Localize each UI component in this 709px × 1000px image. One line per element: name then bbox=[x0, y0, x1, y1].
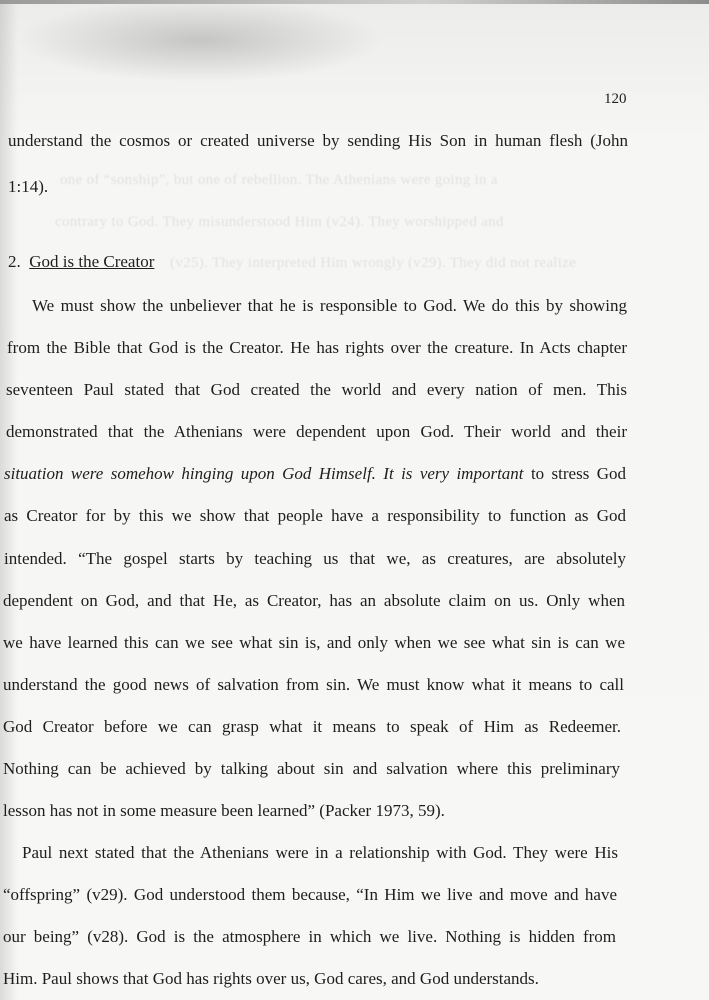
page-top-edge bbox=[0, 0, 709, 4]
bleed-through-line-1: one of “sonship”, but one of rebellion. The Athenians were going in a bbox=[60, 172, 498, 188]
text-line-4: from the Bible that God is the Creator. He has rights over the creature. In Acts chapter bbox=[7, 338, 627, 357]
text-line-2: 1:14). bbox=[8, 177, 49, 196]
section-number: 2. bbox=[8, 252, 21, 271]
text-line-17: “offspring” (v29). God understood them because, “In Him we live and move and have bbox=[3, 885, 617, 904]
text-line-5: seventeen Paul stated that God created the world and every nation of men. This bbox=[6, 380, 627, 399]
text-line-12: understand the good news of salvation from sin. We must know what it means to call bbox=[3, 675, 624, 694]
text-line-9: intended. “The gospel starts by teaching us that we, as creatures, are absolutely bbox=[4, 549, 626, 568]
text-line-19: Him. Paul shows that God has rights over us, God cares, and God understands. bbox=[3, 969, 539, 988]
section-heading bbox=[8, 252, 154, 272]
text-line-7 bbox=[4, 464, 626, 484]
text-line-3: We must show the unbeliever that he is responsible to God. We do this by showing bbox=[32, 296, 627, 315]
text-line-18: our being” (v28). God is the atmosphere in which we live. Nothing is hidden from bbox=[3, 927, 616, 946]
text-line-8: as Creator for by this we show that people have a responsibility to function as God bbox=[4, 506, 626, 525]
text-line-6: demonstrated that the Athenians were dependent upon God. Their world and their bbox=[6, 422, 627, 441]
text-line-16: Paul next stated that the Athenians were in a relationship with God. They were His bbox=[22, 843, 618, 862]
section-title: God is the Creator bbox=[29, 252, 155, 271]
text-run: to stress God bbox=[530, 464, 627, 483]
italic-run: situation were somehow hinging upon God Himself. It is very important bbox=[4, 464, 524, 483]
page-number: 120 bbox=[604, 91, 627, 107]
text-line-11: we have learned this can we see what sin is, and only when we see what sin is can we bbox=[3, 633, 625, 652]
bleed-through-line-2: contrary to God. They misunderstood Him (v24). They worshipped and bbox=[55, 214, 504, 230]
text-line-10: dependent on God, and that He, as Creator, has an absolute claim on us. Only when bbox=[3, 591, 625, 610]
text-line-14: Nothing can be achieved by talking about sin and salvation where this preliminary bbox=[3, 759, 620, 778]
text-line-13: God Creator before we can grasp what it means to speak of Him as Redeemer. bbox=[3, 717, 621, 736]
text-line-1: understand the cosmos or created universe by sending His Son in human flesh (John bbox=[8, 131, 628, 150]
bleed-through-line-3: (v25). They interpreted Him wrongly (v29). They did not realize bbox=[170, 255, 577, 271]
text-line-15: lesson has not in some measure been learned” (Packer 1973, 59). bbox=[3, 801, 445, 820]
